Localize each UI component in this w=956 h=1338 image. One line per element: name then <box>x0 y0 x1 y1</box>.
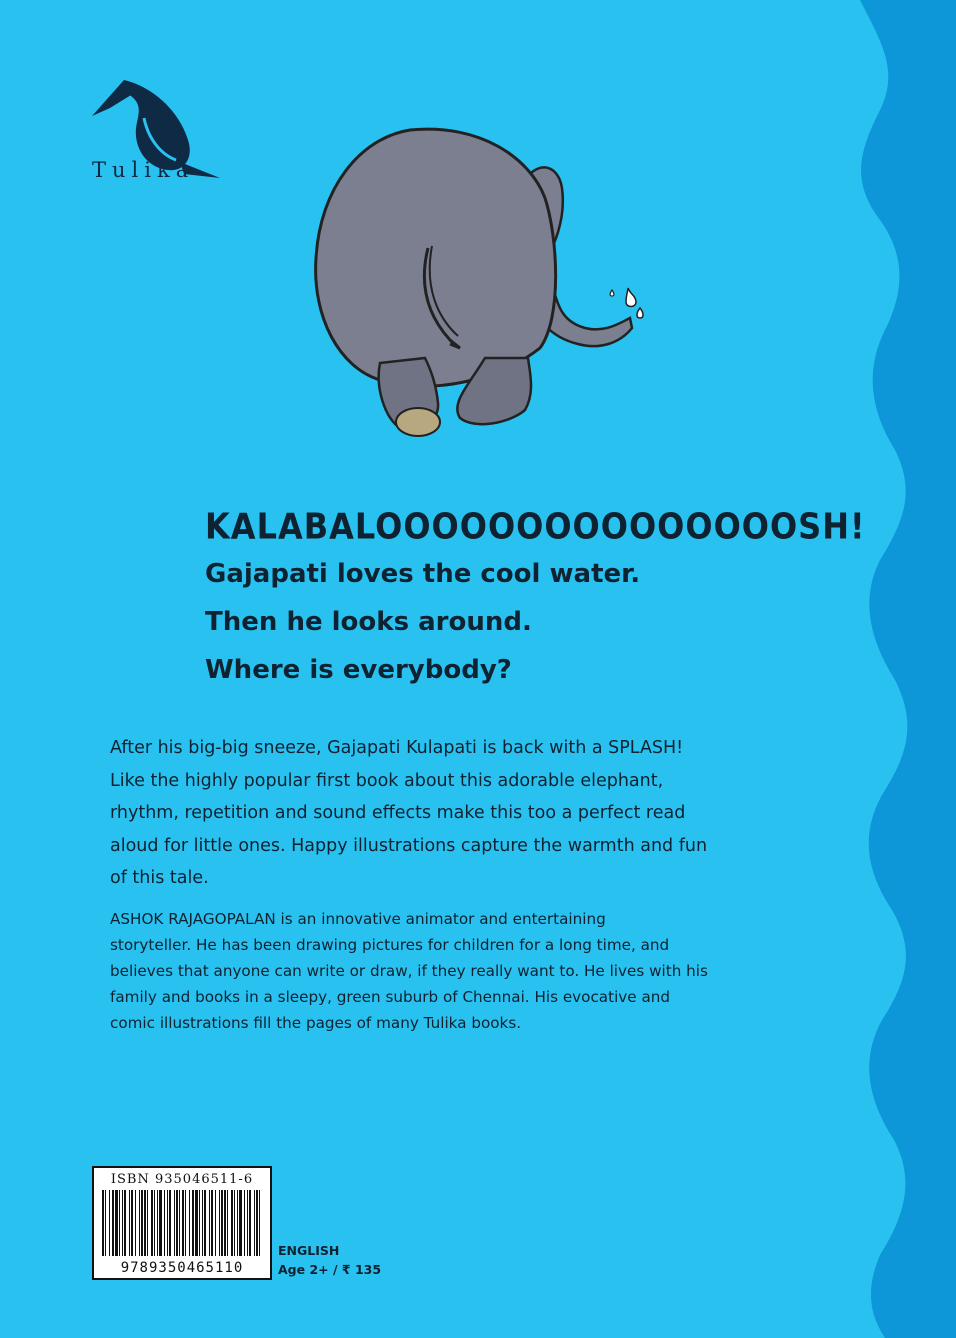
barcode-bar <box>247 1190 248 1256</box>
barcode-bar <box>179 1190 180 1256</box>
author-bio <box>110 906 790 1036</box>
story-line-3: Where is everybody? <box>205 655 512 685</box>
blurb-line: Like the highly popular first book about this adorable elephant, <box>110 770 664 791</box>
barcode-bar <box>239 1190 242 1256</box>
bio-line: ASHOK RAJAGOPALAN is an innovative animator and entertaining <box>110 910 606 928</box>
barcode-bar <box>199 1190 200 1256</box>
isbn-label: ISBN 935046511-6 <box>110 1172 254 1187</box>
age-price-label: Age 2+ / ₹ 135 <box>278 1262 382 1277</box>
barcode-bar <box>211 1190 213 1256</box>
barcode-bar <box>135 1190 136 1256</box>
barcode-bar <box>244 1190 245 1256</box>
barcode-bar <box>259 1190 260 1256</box>
barcode-bar <box>112 1190 114 1256</box>
language-label: ENGLISH <box>278 1243 340 1258</box>
barcode-bar <box>154 1190 155 1256</box>
barcode-bar <box>215 1190 216 1256</box>
barcode-bar <box>102 1190 104 1256</box>
story-line-1: Gajapati loves the cool water. <box>205 559 641 589</box>
book-blurb <box>110 732 790 895</box>
barcode-bar <box>159 1190 162 1256</box>
barcode-bar <box>231 1190 233 1256</box>
barcode-bar <box>139 1190 140 1256</box>
barcode-bar <box>234 1190 235 1256</box>
headline-sound-effect: KALABALOOOOOOOOOOOOOOOSH! <box>205 505 866 548</box>
barcode-bar <box>209 1190 210 1256</box>
barcode-bar <box>254 1190 255 1256</box>
barcode-bar <box>189 1190 190 1256</box>
barcode-bar <box>204 1190 206 1256</box>
barcode-bar <box>185 1190 186 1256</box>
barcode-bar <box>174 1190 175 1256</box>
barcode-bar <box>169 1190 171 1256</box>
barcode-bar <box>144 1190 146 1256</box>
bio-line: comic illustrations fill the pages of many Tulika books. <box>110 1014 522 1032</box>
barcode-bar <box>202 1190 203 1256</box>
publisher-name: Tulika <box>92 158 195 182</box>
barcode-bar <box>249 1190 251 1256</box>
barcode-bar <box>256 1190 258 1256</box>
barcode-bars <box>102 1190 262 1256</box>
barcode-bar <box>182 1190 184 1256</box>
barcode-bar <box>157 1190 158 1256</box>
barcode-bar <box>195 1190 198 1256</box>
barcode-bar <box>105 1190 106 1256</box>
barcode-bar <box>192 1190 194 1256</box>
bio-line: family and books in a sleepy, green suburb of Chennai. His evocative and <box>110 988 671 1006</box>
isbn-barcode <box>92 1166 272 1280</box>
blurb-line: of this tale. <box>110 868 209 888</box>
barcode-bar <box>221 1190 223 1256</box>
barcode-bar <box>122 1190 123 1256</box>
barcode-bar <box>109 1190 110 1256</box>
barcode-bar <box>164 1190 165 1256</box>
barcode-bar <box>219 1190 220 1256</box>
barcode-bar <box>227 1190 228 1256</box>
barcode-bar <box>176 1190 178 1256</box>
barcode-bar <box>129 1190 130 1256</box>
barcode-number: 9789350465110 <box>120 1260 244 1276</box>
barcode-bar <box>167 1190 168 1256</box>
blurb-line: rhythm, repetition and sound effects make this too a perfect read <box>110 803 686 823</box>
bio-line: believes that anyone can write or draw, if they really want to. He lives with his <box>110 962 708 980</box>
barcode-bar <box>147 1190 148 1256</box>
barcode-bar <box>141 1190 143 1256</box>
barcode-bar <box>131 1190 133 1256</box>
elephant-illustration <box>300 118 660 453</box>
barcode-bar <box>151 1190 153 1256</box>
barcode-bar <box>237 1190 238 1256</box>
barcode-bar <box>115 1190 118 1256</box>
barcode-bar <box>119 1190 120 1256</box>
barcode-bar <box>124 1190 126 1256</box>
blurb-line: After his big-big sneeze, Gajapati Kulapati is back with a SPLASH! <box>110 738 684 758</box>
bio-line: storyteller. He has been drawing pictures for children for a long time, and <box>110 936 670 954</box>
barcode-bar <box>224 1190 226 1256</box>
blurb-line: aloud for little ones. Happy illustrations capture the warmth and fun <box>110 835 708 856</box>
story-line-2: Then he looks around. <box>205 607 532 637</box>
